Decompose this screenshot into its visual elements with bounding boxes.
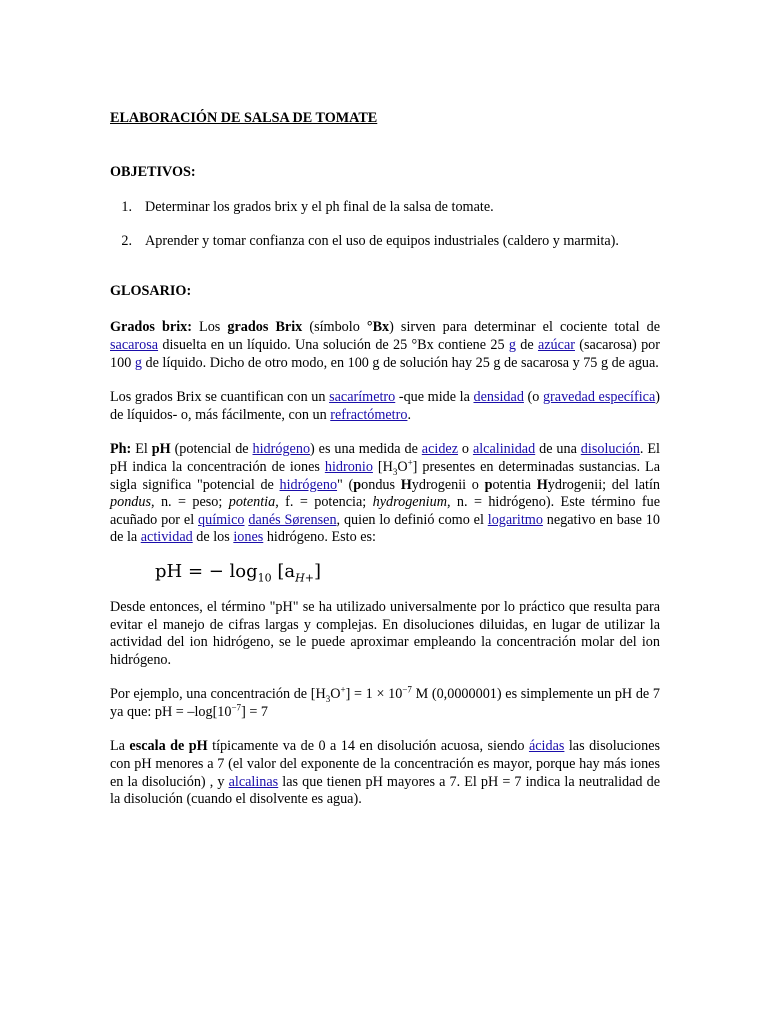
formula-subscript: H+ xyxy=(295,571,314,585)
ph-term: Ph: xyxy=(110,441,132,458)
text-run: Por ejemplo, una concentración de [H xyxy=(110,686,326,703)
link-hidrogeno[interactable]: hidrógeno xyxy=(279,476,338,493)
link-gramo[interactable]: g xyxy=(134,354,142,371)
link-alcalinas[interactable]: alcalinas xyxy=(228,773,279,790)
subscript: 3 xyxy=(392,466,398,477)
text-run: . El pH indica la concentración de iones xyxy=(110,441,660,475)
glosario-heading: GLOSARIO: xyxy=(110,282,192,299)
text-run: ) sirven para determinar el cociente total de xyxy=(389,319,661,336)
text-run: , n. = peso; xyxy=(151,494,229,511)
link-gravedad-especifica[interactable]: gravedad específica xyxy=(542,389,656,406)
link-alcalinidad[interactable]: alcalinidad xyxy=(472,441,536,458)
text-run: de líquido. Dicho de otro modo, en 100 g de solución hay 25 g de sacarosa y 75 g de agua. xyxy=(141,354,659,371)
text-run: O xyxy=(330,686,341,703)
text-run: (sacarosa) por 100 xyxy=(110,336,660,371)
text-run: de una xyxy=(535,441,581,458)
text-run: negativo en base 10 de la xyxy=(110,511,660,546)
bold-letter: p xyxy=(484,476,493,493)
text-run: ] presentes en determinadas sustancias. La sigla significa "potencial de xyxy=(110,458,660,493)
subscript: 3 xyxy=(325,694,331,705)
text-run: , quien lo definió como el xyxy=(336,511,488,528)
objetivos-list xyxy=(110,199,660,251)
link-iones[interactable]: iones xyxy=(233,529,264,546)
text-run: las disoluciones con pH menores a 7 (el valor del exponente de la concentración es mayor, porque hay más iones en la disolución) , y xyxy=(110,738,661,790)
text-run: Los xyxy=(191,319,228,336)
link-azucar[interactable]: azúcar xyxy=(537,336,575,353)
text-run: " ( xyxy=(337,476,354,493)
list-item xyxy=(110,199,660,217)
bold-text: grados Brix xyxy=(227,319,303,336)
text-run: típicamente va de 0 a 14 en disolución acuosa, siendo xyxy=(207,738,529,755)
italic-text: hydrogenium xyxy=(372,494,447,511)
italic-text: pondus xyxy=(110,494,151,511)
link-acidas[interactable]: ácidas xyxy=(528,738,565,755)
text-run: M (0,0000001) es simplemente un pH de 7 ya que: pH = –log[10 xyxy=(110,686,660,720)
list-item-number: 1. xyxy=(121,198,132,215)
text-run: las que tienen pH mayores a 7. El pH = 7 indica la neutralidad de la disolución (cuando el disolvente es agua). xyxy=(110,773,661,808)
bold-letter: H xyxy=(536,476,548,493)
list-item-number: 2. xyxy=(121,233,132,250)
link-logaritmo[interactable]: logaritmo xyxy=(487,511,543,528)
ejemplo-paragraph xyxy=(110,686,660,721)
bold-letter: H xyxy=(400,476,412,493)
text-run: O xyxy=(397,458,408,475)
text-run: ] = 7 xyxy=(241,703,268,720)
text-run: (símbolo xyxy=(302,319,367,336)
link-refractometro[interactable]: refractómetro xyxy=(330,406,408,423)
superscript: + xyxy=(340,684,346,695)
objetivos-heading: OBJETIVOS: xyxy=(110,164,196,180)
list-item-text: Determinar los grados brix y el ph final de la salsa de tomate. xyxy=(145,198,494,215)
brix-term: Grados brix: xyxy=(110,319,192,336)
italic-text: potentia xyxy=(228,494,276,511)
formula-text: [a xyxy=(271,560,296,582)
text-run: ] = 1 × 10 xyxy=(345,686,403,703)
text-run: ydrogenii o xyxy=(411,476,485,493)
link-quimico[interactable]: químico xyxy=(198,511,245,528)
bold-text: escala de pH xyxy=(129,738,208,755)
brix-measurement-paragraph xyxy=(110,389,660,424)
formula-text: ] xyxy=(313,560,321,582)
link-danes-sorensen[interactable]: danés Sørensen xyxy=(248,511,337,528)
link-sacarosa[interactable]: sacarosa xyxy=(110,336,159,353)
text-run: La xyxy=(110,738,130,755)
document-title: ELABORACIÓN DE SALSA DE TOMATE xyxy=(110,110,378,126)
text-run: otentia xyxy=(492,476,537,493)
list-item-text: Aprender y tomar confianza con el uso de equipos industriales (caldero y marmita). xyxy=(145,233,619,250)
brix-definition-paragraph xyxy=(110,319,660,372)
text-run: ) es una medida de xyxy=(310,441,422,458)
superscript: −7 xyxy=(231,702,242,713)
bold-text: pH xyxy=(151,441,171,458)
link-hidrogeno[interactable]: hidrógeno xyxy=(252,441,311,458)
text-run: disuelta en un líquido. Una solución de 25 °Bx contiene 25 xyxy=(158,336,509,353)
text-run: (o xyxy=(523,389,543,406)
link-densidad[interactable]: densidad xyxy=(473,389,524,406)
text-run: ) de líquidos- o, más fácilmente, con un xyxy=(110,389,660,423)
text-run: . xyxy=(407,406,411,423)
text-run: , f. = potencia; xyxy=(275,494,373,511)
text-run: [H xyxy=(372,458,393,475)
text-run: de xyxy=(515,336,538,353)
text-run: o xyxy=(458,441,473,458)
desde-entonces-paragraph: Desde entonces, el término "pH" se ha utilizado universalmente por lo práctico que resulta para evitar el manejo de cifras largas y complejas. En disoluciones diluidas, en lugar de utilizar la actividad del ion hidrógeno, se le puede aproximar empleando la concentración molar del ion hidrógeno. xyxy=(110,598,660,668)
text-run: El xyxy=(131,441,152,458)
text-run: Los grados Brix se cuantifican con un xyxy=(110,389,330,406)
list-item xyxy=(110,233,660,251)
text-run: de los xyxy=(192,529,234,546)
text-run: -que mide la xyxy=(395,389,474,406)
link-sacarimetro[interactable]: sacarímetro xyxy=(329,389,396,406)
superscript: −7 xyxy=(402,684,412,695)
link-acidez[interactable]: acidez xyxy=(421,441,459,458)
document-page xyxy=(110,108,660,809)
link-disolucion[interactable]: disolución xyxy=(580,441,640,458)
ph-definition-paragraph xyxy=(110,441,660,547)
formula-text: pH = − log xyxy=(155,560,258,582)
link-actividad[interactable]: actividad xyxy=(140,529,193,546)
escala-ph-paragraph xyxy=(110,738,660,808)
superscript: + xyxy=(407,457,413,468)
link-gramo[interactable]: g xyxy=(508,336,516,353)
text-run: , n. = hidrógeno). Este término fue acuñado por el xyxy=(110,494,660,528)
text-run: ydrogenii; del latín xyxy=(547,476,660,493)
link-hidronio[interactable]: hidronio xyxy=(324,458,373,475)
formula-log-base: 10 xyxy=(257,571,272,585)
text-run: (potencial de xyxy=(170,441,253,458)
bold-letter: p xyxy=(353,476,362,493)
ph-formula xyxy=(155,559,660,585)
text-run: hidrógeno. Esto es: xyxy=(263,529,376,546)
bold-text: °Bx xyxy=(366,319,390,336)
text-run: ondus xyxy=(361,476,401,493)
